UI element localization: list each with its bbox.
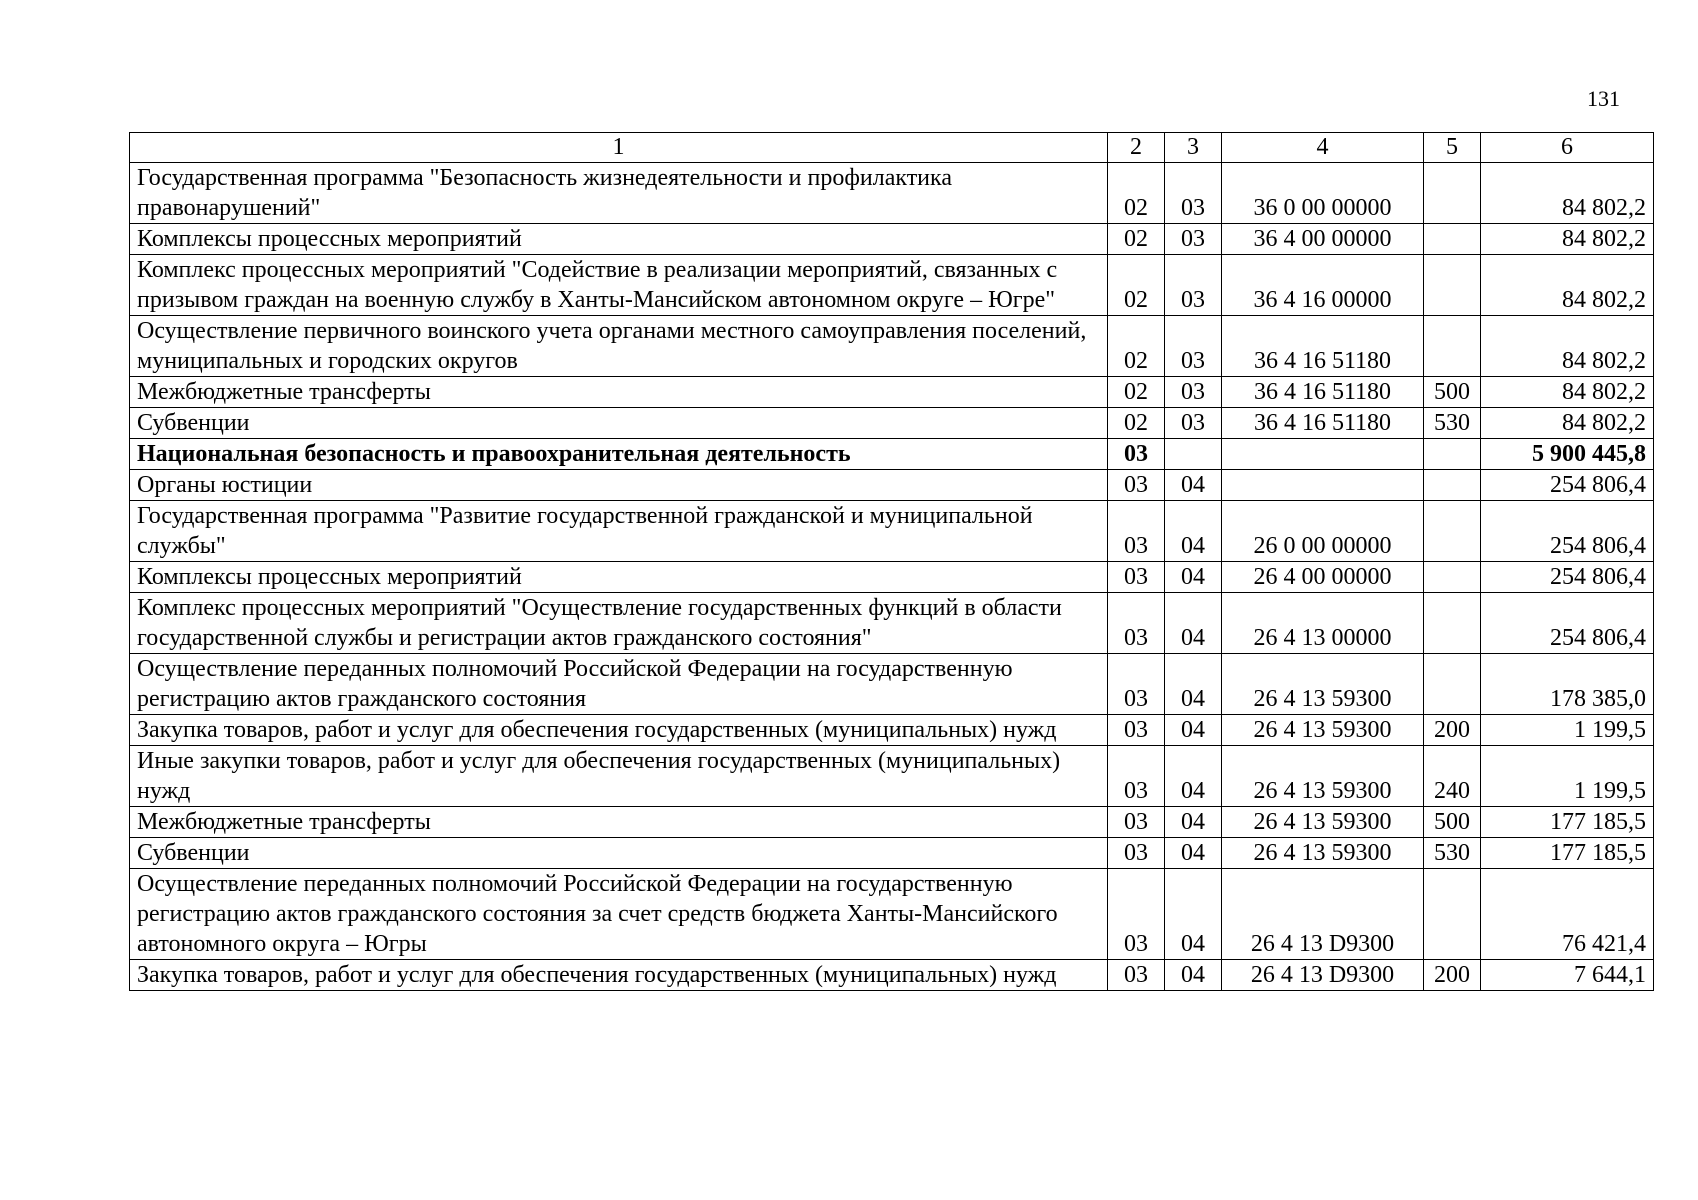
row-section-cell: 03 xyxy=(1108,470,1165,501)
row-amount-cell: 254 806,4 xyxy=(1481,501,1654,562)
row-name-cell: Иные закупки товаров, работ и услуг для обеспечения государственных (муниципальных) нужд xyxy=(130,746,1108,807)
row-name-cell: Межбюджетные трансферты xyxy=(130,377,1108,408)
row-subsection-cell: 03 xyxy=(1165,163,1222,224)
row-expense-type-cell: 200 xyxy=(1424,960,1481,991)
row-amount-cell: 7 644,1 xyxy=(1481,960,1654,991)
row-subsection-cell: 04 xyxy=(1165,654,1222,715)
row-expense-type-cell xyxy=(1424,501,1481,562)
row-target-article-cell: 36 0 00 00000 xyxy=(1222,163,1424,224)
row-expense-type-cell: 530 xyxy=(1424,408,1481,439)
row-amount-cell: 84 802,2 xyxy=(1481,377,1654,408)
row-subsection-cell: 04 xyxy=(1165,593,1222,654)
table-row xyxy=(130,869,1654,960)
row-section-cell: 03 xyxy=(1108,562,1165,593)
row-subsection-cell: 03 xyxy=(1165,255,1222,316)
row-target-article-cell: 36 4 16 51180 xyxy=(1222,316,1424,377)
row-section-cell: 03 xyxy=(1108,593,1165,654)
row-target-article-cell: 36 4 16 51180 xyxy=(1222,377,1424,408)
table-row xyxy=(130,593,1654,654)
row-expense-type-cell: 200 xyxy=(1424,715,1481,746)
row-expense-type-cell xyxy=(1424,163,1481,224)
row-subsection-cell: 03 xyxy=(1165,377,1222,408)
row-name-cell: Органы юстиции xyxy=(130,470,1108,501)
row-section-cell: 03 xyxy=(1108,807,1165,838)
row-expense-type-cell xyxy=(1424,593,1481,654)
row-target-article-cell: 26 4 13 59300 xyxy=(1222,838,1424,869)
row-name-cell: Осуществление первичного воинского учета органами местного самоуправления поселений, муниципальных и городских округов xyxy=(130,316,1108,377)
row-target-article-cell xyxy=(1222,439,1424,470)
row-section-cell: 03 xyxy=(1108,746,1165,807)
row-target-article-cell: 26 0 00 00000 xyxy=(1222,501,1424,562)
row-name-cell: Осуществление переданных полномочий Российской Федерации на государственную регистрацию актов гражданского состояния за счет средств бюджета Ханты-Мансийского автономного округа – Югры xyxy=(130,869,1108,960)
row-target-article-cell: 26 4 13 59300 xyxy=(1222,746,1424,807)
row-name-cell: Закупка товаров, работ и услуг для обеспечения государственных (муниципальных) нужд xyxy=(130,960,1108,991)
table-row xyxy=(130,439,1654,470)
row-expense-type-cell xyxy=(1424,255,1481,316)
row-amount-cell: 177 185,5 xyxy=(1481,838,1654,869)
row-section-cell: 02 xyxy=(1108,408,1165,439)
header-col-2: 2 xyxy=(1108,133,1165,163)
row-expense-type-cell xyxy=(1424,470,1481,501)
row-subsection-cell: 04 xyxy=(1165,562,1222,593)
row-section-cell: 03 xyxy=(1108,869,1165,960)
row-target-article-cell: 36 4 00 00000 xyxy=(1222,224,1424,255)
row-target-article-cell: 26 4 13 59300 xyxy=(1222,715,1424,746)
row-amount-cell: 254 806,4 xyxy=(1481,470,1654,501)
row-subsection-cell: 04 xyxy=(1165,470,1222,501)
row-section-cell: 02 xyxy=(1108,377,1165,408)
row-target-article-cell: 26 4 13 00000 xyxy=(1222,593,1424,654)
row-section-cell: 02 xyxy=(1108,255,1165,316)
row-name-cell: Комплекс процессных мероприятий "Осуществление государственных функций в области государственной службы и регистрации актов гражданского состояния" xyxy=(130,593,1108,654)
row-expense-type-cell xyxy=(1424,562,1481,593)
row-amount-cell: 84 802,2 xyxy=(1481,316,1654,377)
row-amount-cell: 84 802,2 xyxy=(1481,163,1654,224)
row-target-article-cell: 26 4 13 59300 xyxy=(1222,807,1424,838)
row-expense-type-cell: 500 xyxy=(1424,377,1481,408)
budget-table xyxy=(129,132,1654,991)
header-col-3: 3 xyxy=(1165,133,1222,163)
row-section-cell: 02 xyxy=(1108,316,1165,377)
row-name-cell: Комплекс процессных мероприятий "Содействие в реализации мероприятий, связанных с призывом граждан на военную службу в Ханты-Мансийском автономном округе – Югре" xyxy=(130,255,1108,316)
row-target-article-cell: 36 4 16 00000 xyxy=(1222,255,1424,316)
table-row xyxy=(130,377,1654,408)
row-target-article-cell: 26 4 00 00000 xyxy=(1222,562,1424,593)
row-target-article-cell: 26 4 13 59300 xyxy=(1222,654,1424,715)
table-row xyxy=(130,408,1654,439)
row-expense-type-cell xyxy=(1424,316,1481,377)
table-row xyxy=(130,960,1654,991)
row-amount-cell: 1 199,5 xyxy=(1481,715,1654,746)
row-section-cell: 03 xyxy=(1108,439,1165,470)
row-amount-cell: 177 185,5 xyxy=(1481,807,1654,838)
row-section-cell: 03 xyxy=(1108,715,1165,746)
row-target-article-cell xyxy=(1222,470,1424,501)
row-amount-cell: 254 806,4 xyxy=(1481,562,1654,593)
table-row xyxy=(130,746,1654,807)
row-expense-type-cell xyxy=(1424,224,1481,255)
table-row xyxy=(130,163,1654,224)
row-expense-type-cell xyxy=(1424,654,1481,715)
table-body xyxy=(130,163,1654,991)
row-name-cell: Государственная программа "Безопасность жизнедеятельности и профилактика правонарушений" xyxy=(130,163,1108,224)
row-expense-type-cell: 530 xyxy=(1424,838,1481,869)
row-name-cell: Закупка товаров, работ и услуг для обеспечения государственных (муниципальных) нужд xyxy=(130,715,1108,746)
row-section-cell: 03 xyxy=(1108,838,1165,869)
row-target-article-cell: 26 4 13 D9300 xyxy=(1222,960,1424,991)
row-name-cell: Национальная безопасность и правоохранительная деятельность xyxy=(130,439,1108,470)
row-section-cell: 03 xyxy=(1108,501,1165,562)
row-subsection-cell: 03 xyxy=(1165,408,1222,439)
table-row xyxy=(130,838,1654,869)
row-amount-cell: 178 385,0 xyxy=(1481,654,1654,715)
row-amount-cell: 5 900 445,8 xyxy=(1481,439,1654,470)
row-subsection-cell: 03 xyxy=(1165,316,1222,377)
row-name-cell: Комплексы процессных мероприятий xyxy=(130,562,1108,593)
row-section-cell: 03 xyxy=(1108,654,1165,715)
row-section-cell: 03 xyxy=(1108,960,1165,991)
row-subsection-cell: 04 xyxy=(1165,746,1222,807)
header-col-1: 1 xyxy=(130,133,1108,163)
row-subsection-cell: 04 xyxy=(1165,501,1222,562)
table-row xyxy=(130,224,1654,255)
row-name-cell: Субвенции xyxy=(130,838,1108,869)
page-number: 131 xyxy=(1587,86,1620,111)
header-col-6: 6 xyxy=(1481,133,1654,163)
header-col-4: 4 xyxy=(1222,133,1424,163)
row-amount-cell: 84 802,2 xyxy=(1481,408,1654,439)
row-subsection-cell: 03 xyxy=(1165,224,1222,255)
table-row xyxy=(130,316,1654,377)
table-row xyxy=(130,562,1654,593)
row-section-cell: 02 xyxy=(1108,224,1165,255)
row-expense-type-cell xyxy=(1424,439,1481,470)
row-expense-type-cell: 240 xyxy=(1424,746,1481,807)
row-subsection-cell xyxy=(1165,439,1222,470)
row-amount-cell: 1 199,5 xyxy=(1481,746,1654,807)
row-subsection-cell: 04 xyxy=(1165,807,1222,838)
row-expense-type-cell xyxy=(1424,869,1481,960)
row-amount-cell: 84 802,2 xyxy=(1481,255,1654,316)
table-row xyxy=(130,470,1654,501)
row-name-cell: Осуществление переданных полномочий Российской Федерации на государственную регистрацию актов гражданского состояния xyxy=(130,654,1108,715)
row-subsection-cell: 04 xyxy=(1165,838,1222,869)
table-row xyxy=(130,255,1654,316)
row-name-cell: Государственная программа "Развитие государственной гражданской и муниципальной службы" xyxy=(130,501,1108,562)
row-subsection-cell: 04 xyxy=(1165,715,1222,746)
row-name-cell: Межбюджетные трансферты xyxy=(130,807,1108,838)
row-target-article-cell: 36 4 16 51180 xyxy=(1222,408,1424,439)
table-row xyxy=(130,715,1654,746)
header-row xyxy=(130,133,1654,163)
table-row xyxy=(130,807,1654,838)
header-col-5: 5 xyxy=(1424,133,1481,163)
row-amount-cell: 76 421,4 xyxy=(1481,869,1654,960)
row-section-cell: 02 xyxy=(1108,163,1165,224)
table-row xyxy=(130,501,1654,562)
row-subsection-cell: 04 xyxy=(1165,869,1222,960)
row-expense-type-cell: 500 xyxy=(1424,807,1481,838)
row-amount-cell: 254 806,4 xyxy=(1481,593,1654,654)
row-name-cell: Субвенции xyxy=(130,408,1108,439)
row-amount-cell: 84 802,2 xyxy=(1481,224,1654,255)
row-target-article-cell: 26 4 13 D9300 xyxy=(1222,869,1424,960)
table-row xyxy=(130,654,1654,715)
row-subsection-cell: 04 xyxy=(1165,960,1222,991)
row-name-cell: Комплексы процессных мероприятий xyxy=(130,224,1108,255)
